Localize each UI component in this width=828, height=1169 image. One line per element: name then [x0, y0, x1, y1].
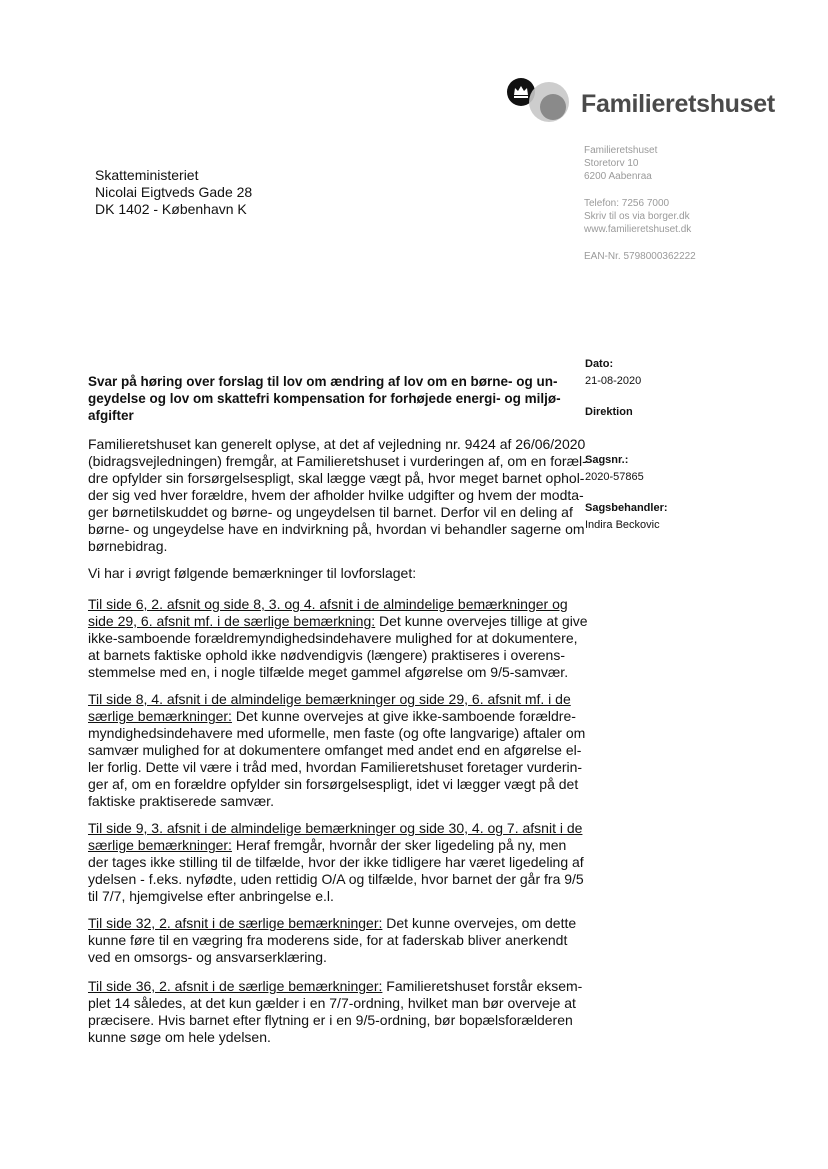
logo-circle-dark	[540, 94, 566, 120]
paragraph-remarks-intro: Vi har i øvrigt følgende bemærkninger til lovforslaget:	[88, 565, 417, 581]
text-line: ler forlig. Dette vil være i tråd med, hvordan Familieretshuset foretager vurderin-	[88, 759, 583, 775]
text-line: ger af, om en forældre opfylder sin forsørgelsespligt, idet vi lægger vægt på det	[88, 776, 579, 792]
text-line: børnebidrag.	[88, 538, 168, 554]
text-line: (bidragsvejledningen) fremgår, at Familieretshuset i vurderingen af, om en foræl-	[88, 453, 587, 469]
text-line: Familieretshuset forstår eksem-	[382, 978, 583, 994]
text-line: kunne søge om hele ydelsen.	[88, 1029, 271, 1045]
recipient-line: DK 1402 - København K	[95, 201, 247, 217]
subject-line: Svar på høring over forslag til lov om ændring af lov om en børne- og un-	[88, 374, 558, 389]
section-heading: Til side 32, 2. afsnit i de særlige bemærkninger:	[88, 915, 383, 931]
text-line: der tages ikke stilling til de tilfælde, hvor der ikke tidligere har været ligedeling af	[88, 854, 584, 870]
text-line: at barnets faktiske ophold ikke nødvendigvis (længere) praktiseres i overens-	[88, 647, 566, 663]
section-remark-1	[88, 596, 588, 681]
sender-contact: Skriv til os via borger.dk	[584, 211, 690, 222]
paragraph-intro	[88, 436, 587, 555]
text-line: stemmelse med en, i nogle tilfælde meget gammel afgørelse om 9/5-samvær.	[88, 664, 569, 680]
sender-street: Storetorv 10	[584, 158, 639, 169]
date-label: Dato:	[585, 358, 614, 370]
text-line: Familieretshuset kan generelt oplyse, at det af vejledning nr. 9424 af 26/06/2020	[88, 436, 586, 452]
text-line: præcisere. Hvis barnet efter flytning er i en 9/5-ordning, bør bopælsforælderen	[88, 1012, 573, 1028]
subject-line: geydelse og lov om skattefri kompensation for forhøjede energi- og miljø-	[88, 391, 561, 406]
section-heading: særlige bemærkninger:	[88, 708, 232, 724]
sender-web: www.familieretshuset.dk	[584, 224, 692, 235]
text-line: faktiske praktiserede samvær.	[88, 793, 274, 809]
handler-value: Indira Beckovic	[585, 519, 660, 531]
section-remark-2	[88, 691, 586, 810]
section-heading: Til side 8, 4. afsnit i de almindelige bemærkninger og side 29, 6. afsnit mf. i de	[88, 691, 571, 707]
sender-phone: Telefon: 7256 7000	[584, 198, 670, 209]
department: Direktion	[585, 406, 633, 418]
text-line: ger børnetilskuddet og børne- og ungeydelsen til barnet. Derfor vil en deling af	[88, 504, 573, 520]
text-line: myndighedsindehavere med uformelle, men faste (og ofte langvarige) aftaler om	[88, 725, 586, 741]
subject-line: afgifter	[88, 408, 134, 423]
handler-label: Sagsbehandler:	[585, 502, 668, 514]
text-line: ydelsen - f.eks. nyfødte, uden rettidig O/A og tilfælde, hvor barnet der går fra 9/5	[88, 871, 584, 887]
text-line: kunne føre til en vægring fra moderens side, for at faderskab bliver anerkendt	[88, 932, 568, 948]
recipient-line: Nicolai Eigtveds Gade 28	[95, 184, 253, 200]
text-line: ikke-samboende forældremyndighedsindehavere mulighed for at dokumentere,	[88, 630, 578, 646]
sender-name: Familieretshuset	[584, 145, 658, 156]
text-line: Det kunne overvejes at give ikke-samboende forældre-	[231, 708, 576, 724]
subject-heading	[88, 373, 568, 424]
recipient-address	[95, 167, 252, 218]
text-line: Det kunne overvejes tillige at give	[375, 613, 588, 629]
text-line: dre opfylder sin forsørgelsespligt, skal lægge vægt på, hvor meget barnet ophol-	[88, 470, 585, 486]
text-line: samvær mulighed for at dokumentere omfanget med andet end en afgørelse el-	[88, 742, 582, 758]
text-line: ved en omsorgs- og ansvarserklæring.	[88, 949, 327, 965]
recipient-line: Skatteministeriet	[95, 167, 199, 183]
text-line: børne- og ungeydelse have en indvirkning på, hvordan vi behandler sagerne om	[88, 521, 585, 537]
section-heading: Til side 36, 2. afsnit i de særlige bemærkninger:	[88, 978, 383, 994]
date-value: 21-08-2020	[585, 375, 642, 387]
section-heading: side 29, 6. afsnit mf. i de særlige bemærkning:	[88, 613, 376, 629]
text-line: Det kunne overvejes, om dette	[382, 915, 577, 931]
section-heading: Til side 6, 2. afsnit og side 8, 3. og 4. afsnit i de almindelige bemærkninger og	[88, 596, 568, 612]
section-heading: særlige bemærkninger:	[88, 837, 232, 853]
logo-wordmark: Familieretshuset	[581, 90, 775, 118]
section-remark-3	[88, 820, 584, 905]
text-line: der sig ved hver forældre, hvem der afholder hvilke udgifter og hvem der modta-	[88, 487, 584, 503]
case-label: Sagsnr.:	[585, 454, 629, 466]
section-remark-4	[88, 915, 577, 966]
text-line: plet 14 således, at det kun gælder i en 7/7-ordning, hvilket man bør overveje at	[88, 995, 576, 1011]
text-line: til 7/7, hjemgivelse efter anbringelse e.l.	[88, 888, 334, 904]
sender-city: 6200 Aabenraa	[584, 171, 652, 182]
sender-ean: EAN-Nr. 5798000362222	[584, 251, 696, 262]
case-value: 2020-57865	[585, 471, 644, 483]
text-line: Heraf fremgår, hvornår der sker ligedeling på ny, men	[231, 837, 567, 853]
section-remark-5	[88, 978, 583, 1046]
logo	[507, 76, 787, 126]
section-heading: Til side 9, 3. afsnit i de almindelige bemærkninger og side 30, 4. og 7. afsnit i de	[88, 820, 583, 836]
